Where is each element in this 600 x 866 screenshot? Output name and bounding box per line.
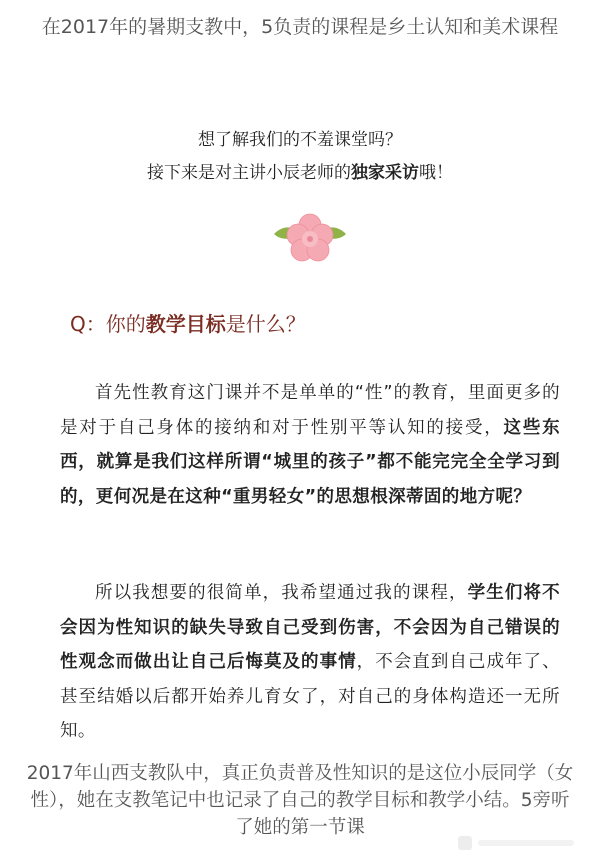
- article-card: [8, 0, 592, 866]
- intro-line-2: [8, 157, 592, 190]
- question-highlight: 教学目标: [145, 312, 226, 336]
- intro-line-1: 想了解我们的不羞课堂吗？: [198, 130, 402, 150]
- caption-top: 在2017年的暑期支教中，5负责的课程是乡土认知和美术课程: [41, 16, 559, 38]
- paragraph-1-bold: 这些东西，就算是我们这样所谓“城里的孩子”都不能完完全全学习到的，更何况是在这种“重男轻女”的思想根深蒂固的地方呢？: [60, 417, 560, 507]
- question-suffix: 是什么？: [225, 312, 306, 336]
- paragraph-2-normal-a: 所以我想要的很简单，我希望通过我的课程，: [95, 583, 468, 603]
- paragraph-1-normal: 首先性教育这门课并不是单单的“性”的教育，里面更多的是对于自己身体的接纳和对于性别平等认知的接受，: [60, 383, 560, 438]
- question-prefix: Q：你的: [70, 312, 146, 336]
- answer-paragraph-1: [60, 376, 560, 514]
- intro-line-2-b: 哦！: [419, 163, 453, 183]
- watermark-icon: [458, 832, 578, 854]
- intro-highlight: 独家采访: [351, 163, 419, 183]
- answer-paragraph-2: [60, 576, 560, 749]
- intro-line-2-a: 接下来是对主讲小辰老师的: [147, 163, 351, 183]
- flower-divider-icon: [270, 212, 350, 268]
- paragraph-2-normal-b: ，不会直到自己成年了、甚至结婚以后都开始养儿育女了，对自己的身体构造还一无所知。: [60, 652, 560, 741]
- paragraph-2-bold: 学生们将不会因为性知识的缺失导致自己受到伤害，不会因为自己错误的性观念而做出让自己后悔莫及的事情: [60, 583, 561, 672]
- interview-intro: [8, 124, 592, 190]
- interview-question: [70, 308, 306, 340]
- caption-bottom: 2017年山西支教队中，真正负责普及性知识的是这位小辰同学（女性），她在支教笔记中也记录了自己的教学目标和教学小结。5旁听了她的第一节课: [26, 763, 574, 838]
